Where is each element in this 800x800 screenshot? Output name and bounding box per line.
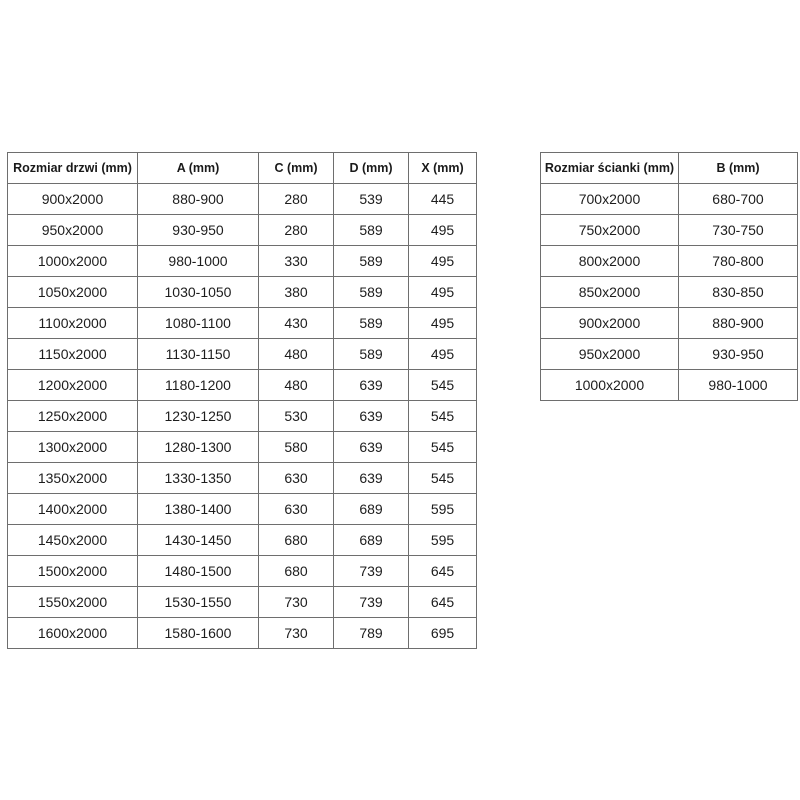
cell: 880-900 — [138, 184, 259, 215]
cell: 589 — [334, 215, 409, 246]
cell: 739 — [334, 556, 409, 587]
cell: 495 — [409, 339, 477, 370]
cell: 700x2000 — [541, 184, 679, 215]
cell: 780-800 — [679, 246, 798, 277]
column-header: X (mm) — [409, 153, 477, 184]
cell: 900x2000 — [541, 308, 679, 339]
cell: 589 — [334, 277, 409, 308]
header-row — [8, 153, 477, 184]
cell: 495 — [409, 308, 477, 339]
cell: 730 — [259, 587, 334, 618]
cell: 589 — [334, 339, 409, 370]
cell: 330 — [259, 246, 334, 277]
cell: 380 — [259, 277, 334, 308]
cell: 595 — [409, 494, 477, 525]
cell: 930-950 — [138, 215, 259, 246]
cell: 545 — [409, 370, 477, 401]
cell: 495 — [409, 277, 477, 308]
cell: 1050x2000 — [8, 277, 138, 308]
cell: 1080-1100 — [138, 308, 259, 339]
cell: 1100x2000 — [8, 308, 138, 339]
cell: 880-900 — [679, 308, 798, 339]
cell: 480 — [259, 339, 334, 370]
table-row — [8, 494, 477, 525]
cell: 980-1000 — [679, 370, 798, 401]
table-row — [541, 339, 798, 370]
table-row — [541, 308, 798, 339]
cell: 495 — [409, 215, 477, 246]
cell: 850x2000 — [541, 277, 679, 308]
cell: 595 — [409, 525, 477, 556]
cell: 1480-1500 — [138, 556, 259, 587]
cell: 1230-1250 — [138, 401, 259, 432]
cell: 1180-1200 — [138, 370, 259, 401]
cell: 1280-1300 — [138, 432, 259, 463]
cell: 1130-1150 — [138, 339, 259, 370]
column-header: C (mm) — [259, 153, 334, 184]
column-header: Rozmiar ścianki (mm) — [541, 153, 679, 184]
table-row — [8, 184, 477, 215]
cell: 630 — [259, 463, 334, 494]
table-row — [8, 463, 477, 494]
table-row — [8, 308, 477, 339]
header-row — [541, 153, 798, 184]
cell: 580 — [259, 432, 334, 463]
cell: 639 — [334, 370, 409, 401]
cell: 1250x2000 — [8, 401, 138, 432]
cell: 1000x2000 — [541, 370, 679, 401]
table-row — [8, 618, 477, 649]
cell: 480 — [259, 370, 334, 401]
table-row — [8, 587, 477, 618]
cell: 1580-1600 — [138, 618, 259, 649]
table-row — [8, 525, 477, 556]
table-row — [541, 277, 798, 308]
table-row — [8, 246, 477, 277]
cell: 689 — [334, 525, 409, 556]
cell: 445 — [409, 184, 477, 215]
table-row — [8, 401, 477, 432]
cell: 639 — [334, 401, 409, 432]
cell: 280 — [259, 215, 334, 246]
cell: 630 — [259, 494, 334, 525]
cell: 1450x2000 — [8, 525, 138, 556]
cell: 950x2000 — [541, 339, 679, 370]
cell: 980-1000 — [138, 246, 259, 277]
cell: 1000x2000 — [8, 246, 138, 277]
table-row — [541, 370, 798, 401]
cell: 680 — [259, 525, 334, 556]
cell: 589 — [334, 308, 409, 339]
cell: 430 — [259, 308, 334, 339]
cell: 1030-1050 — [138, 277, 259, 308]
cell: 645 — [409, 587, 477, 618]
cell: 1380-1400 — [138, 494, 259, 525]
cell: 1500x2000 — [8, 556, 138, 587]
cell: 800x2000 — [541, 246, 679, 277]
cell: 280 — [259, 184, 334, 215]
cell: 545 — [409, 401, 477, 432]
table-row — [541, 184, 798, 215]
column-header: Rozmiar drzwi (mm) — [8, 153, 138, 184]
cell: 1200x2000 — [8, 370, 138, 401]
cell: 639 — [334, 432, 409, 463]
cell: 689 — [334, 494, 409, 525]
cell: 1150x2000 — [8, 339, 138, 370]
table-row — [541, 215, 798, 246]
table-row — [8, 432, 477, 463]
cell: 1400x2000 — [8, 494, 138, 525]
cell: 639 — [334, 463, 409, 494]
table-row — [8, 556, 477, 587]
table-row — [541, 246, 798, 277]
table-row — [8, 277, 477, 308]
cell: 695 — [409, 618, 477, 649]
column-header: D (mm) — [334, 153, 409, 184]
cell: 545 — [409, 463, 477, 494]
cell: 539 — [334, 184, 409, 215]
cell: 589 — [334, 246, 409, 277]
column-header: B (mm) — [679, 153, 798, 184]
cell: 1530-1550 — [138, 587, 259, 618]
cell: 1600x2000 — [8, 618, 138, 649]
cell: 1350x2000 — [8, 463, 138, 494]
cell: 530 — [259, 401, 334, 432]
cell: 950x2000 — [8, 215, 138, 246]
cell: 680 — [259, 556, 334, 587]
cell: 930-950 — [679, 339, 798, 370]
cell: 1550x2000 — [8, 587, 138, 618]
cell: 789 — [334, 618, 409, 649]
cell: 739 — [334, 587, 409, 618]
cell: 730 — [259, 618, 334, 649]
cell: 545 — [409, 432, 477, 463]
cell: 830-850 — [679, 277, 798, 308]
cell: 1330-1350 — [138, 463, 259, 494]
door-size-table — [7, 152, 477, 649]
cell: 680-700 — [679, 184, 798, 215]
cell: 1300x2000 — [8, 432, 138, 463]
column-header: A (mm) — [138, 153, 259, 184]
cell: 1430-1450 — [138, 525, 259, 556]
cell: 750x2000 — [541, 215, 679, 246]
wall-size-table — [540, 152, 798, 401]
cell: 495 — [409, 246, 477, 277]
cell: 645 — [409, 556, 477, 587]
table-row — [8, 215, 477, 246]
table-row — [8, 370, 477, 401]
table-row — [8, 339, 477, 370]
cell: 900x2000 — [8, 184, 138, 215]
cell: 730-750 — [679, 215, 798, 246]
